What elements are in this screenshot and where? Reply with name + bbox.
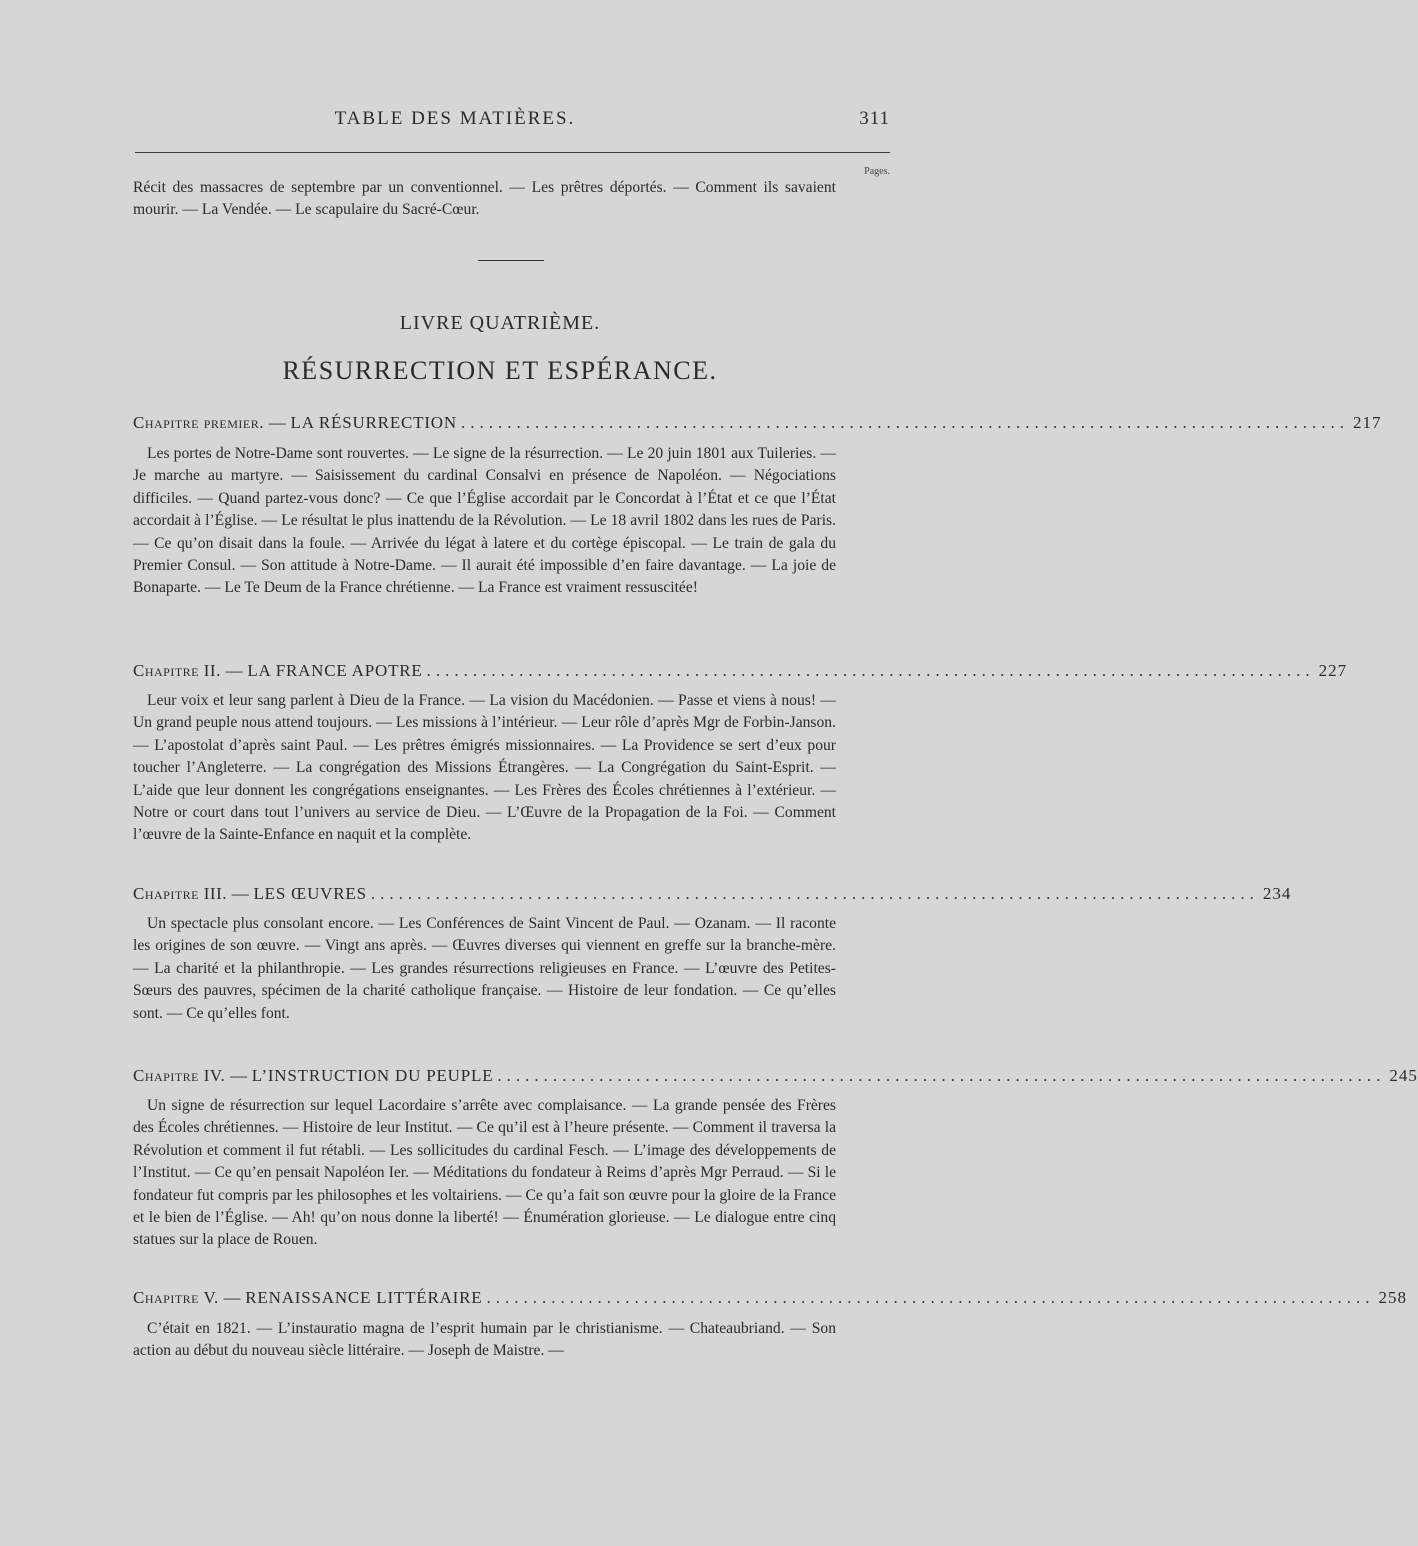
chapter-heading-3 [133,884,1292,910]
chapter-summary-text: C’était en 1821. — L’instauratio magna de l’esprit humain par le christianisme. — Chateaubriand. — Son action au début du nouveau siècle littéraire. — Joseph de Maistre. — [133,1320,836,1360]
chapter-summary-1 [133,443,836,600]
chapter-heading-2 [133,661,1348,687]
chapter-summary-text: Un spectacle plus consolant encore. — Les Conférences de Saint Vincent de Paul. — Ozanam. — Il raconte les origines de son œuvre. — Vingt ans après. — Œuvres diverses qui viennent en greffe sur la branche-mère. — La charité et la philanthropie. — Les grandes résurrections religieuses en France. — L’œuvre des Petites-Sœurs des pauvres, spécimen de la charité catholique française. — Histoire de leur fondation. — Ce qu’elles sont. — Ce qu’elles font. [133,915,836,1022]
intro-paragraph: Récit des massacres de septembre par un conventionnel. — Les prêtres déportés. — Comment ils savaient mourir. — La Vendée. — Le scapulaire du Sacré-Cœur. [133,179,836,219]
chapter-title: RENAISSANCE LITTÉRAIRE [245,1288,483,1307]
chapter-number: Chapitre IV. — [133,1066,248,1085]
chapter-number: Chapitre III. — [133,884,250,903]
leader-dots: ................................................................................................ [370,884,1259,903]
chapter-summary-text: Les portes de Notre-Dame sont rouvertes. — Le signe de la résurrection. — Le 20 juin 1801 aux Tuileries. — Je marche au martyre. — Saisissement du cardinal Consalvi en présence de Napoléon. — Négociations difficiles. — Quand partez-vous donc? — Ce que l’Église accordait par le Concordat à l’État et ce que l’État accordait à l’Église. — Le résultat le plus inattendu de la Révolution. — Le 18 avril 1802 dans les rues de Paris. — Ce qu’on disait dans la foule. — Arrivée du légat à latere et du cortège épiscopal. — Le train de gala du Premier Consul. — Son attitude à Notre-Dame. — Il aurait été impossible d’en faire davantage. — La joie de Bonaparte. — Le Te Deum de la France chrétienne. — La France est vraiment ressuscitée! [133,445,836,597]
running-head-title: TABLE DES MATIÈRES. [334,108,576,129]
chapter-page: 234 [1262,884,1292,903]
chapter-number: Chapitre II. — [133,661,244,680]
leader-dots: ................................................................................................ [486,1288,1375,1307]
chapter-title: L’INSTRUCTION DU PEUPLE [251,1066,494,1085]
chapter-summary-3 [133,913,836,1025]
chapter-title: LA RÉSURRECTION [290,413,457,432]
intro-summary [133,177,836,222]
chapter-summary-text: Leur voix et leur sang parlent à Dieu de la France. — La vision du Macédonien. — Passe et viens à nous! — Un grand peuple nous attend toujours. — Les missions à l’intérieur. — Leur rôle d’après Mgr de Forbin-Janson. — L’apostolat d’après saint Paul. — Les prêtres émigrés missionnaires. — La Providence se sert d’eux pour toucher l’Angleterre. — La congrégation des Missions Étrangères. — La Congrégation du Saint-Esprit. — L’aide que leur donnent les congrégations enseignantes. — Les Frères des Écoles chrétiennes à l’extérieur. — Notre or court dans tout l’univers au service de Dieu. — L’Œuvre de la Propagation de la Foi. — Comment l’œuvre de la Sainte-Enfance en naquit et la complète. [133,692,836,844]
section-divider [478,260,544,261]
chapter-heading-4 [133,1066,1418,1092]
leader-dots: ................................................................................................ [497,1066,1386,1085]
chapter-summary-5 [133,1318,836,1363]
pages-column-label: Pages. [864,166,890,177]
chapter-summary-text: Un signe de résurrection sur lequel Lacordaire s’arrête avec complaisance. — La grande pensée des Frères des Écoles chrétiennes. — Histoire de leur Institut. — Ce qu’il est à l’heure présente. — Comment il traversa la Révolution et comment il fut rétabli. — Les sollicitudes du cardinal Fesch. — L’image des développements de l’Institut. — Ce qu’en pensait Napoléon Ier. — Méditations du fondateur à Reims d’après Mgr Perraud. — Si le fondateur fut compris par les philosophes et les voltairiens. — Ce qu’a fait son œuvre pour la gloire de la France et le bien de l’Église. — Ah! qu’on nous donne la liberté! — Énumération glorieuse. — Le dialogue entre cinq statues sur la place de Rouen. [133,1097,836,1249]
header-rule [135,152,890,153]
chapter-page: 217 [1352,413,1382,432]
chapter-heading-1 [133,413,1382,439]
chapter-title: LA FRANCE APOTRE [247,661,423,680]
book-title: LIVRE QUATRIÈME. [399,312,601,334]
page-number: 311 [859,108,890,129]
chapter-number: Chapitre V. — [133,1288,242,1307]
chapter-number: Chapitre premier. — [133,413,287,432]
book-subtitle: RÉSURRECTION ET ESPÉRANCE. [282,356,718,385]
running-head [135,106,890,134]
chapter-heading-5 [133,1288,1407,1314]
chapter-page: 227 [1318,661,1348,680]
chapter-summary-2 [133,690,836,847]
chapter-page: 258 [1378,1288,1407,1307]
leader-dots: ................................................................................................ [460,413,1349,432]
chapter-page: 245 [1389,1066,1418,1085]
chapter-title: LES ŒUVRES [253,884,367,903]
chapter-summary-4 [133,1095,836,1252]
leader-dots: ................................................................................................ [426,661,1315,680]
